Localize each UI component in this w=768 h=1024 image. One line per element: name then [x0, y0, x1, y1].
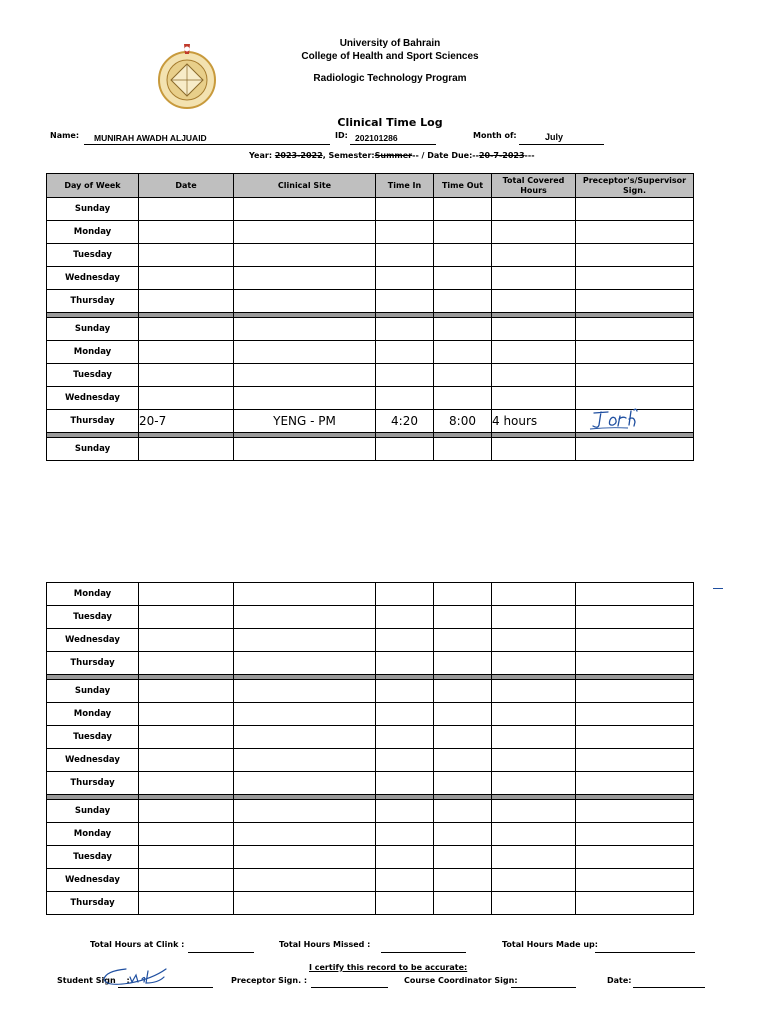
sign-cell[interactable]	[576, 846, 694, 869]
form-title: Clinical Time Log	[337, 116, 443, 129]
hours-cell[interactable]	[492, 318, 576, 341]
day-cell: Wednesday	[47, 629, 139, 652]
time-in-cell[interactable]	[376, 726, 434, 749]
date-cell[interactable]	[139, 221, 234, 244]
day-cell: Tuesday	[47, 606, 139, 629]
sign-cell[interactable]	[576, 680, 694, 703]
name-field[interactable]	[84, 132, 330, 145]
time-out-cell[interactable]	[434, 892, 492, 915]
hours-cell[interactable]	[492, 267, 576, 290]
time-in-cell[interactable]	[376, 749, 434, 772]
table-row	[47, 341, 694, 364]
site-cell[interactable]	[234, 198, 376, 221]
date-cell[interactable]	[139, 244, 234, 267]
sign-cell[interactable]	[576, 606, 694, 629]
site-cell[interactable]	[234, 438, 376, 461]
date-cell[interactable]	[139, 438, 234, 461]
hours-cell[interactable]	[492, 606, 576, 629]
sign-cell[interactable]	[576, 652, 694, 675]
site-cell[interactable]	[234, 244, 376, 267]
table-row	[47, 583, 694, 606]
id-value: 202101286	[355, 133, 398, 143]
time-out-cell[interactable]	[434, 221, 492, 244]
hours-cell[interactable]	[492, 892, 576, 915]
day-cell: Wednesday	[47, 749, 139, 772]
site-cell[interactable]	[234, 800, 376, 823]
sign-cell[interactable]	[576, 438, 694, 461]
name-value: MUNIRAH AWADH ALJUAID	[94, 133, 207, 143]
site-cell[interactable]	[234, 703, 376, 726]
student-signature	[96, 963, 180, 991]
day-cell: Sunday	[47, 198, 139, 221]
site-cell[interactable]	[234, 387, 376, 410]
total-missed-label: Total Hours Missed :	[279, 940, 371, 949]
time-out-cell[interactable]	[434, 726, 492, 749]
time-out-cell[interactable]	[434, 823, 492, 846]
sign-cell[interactable]	[576, 583, 694, 606]
day-cell: Monday	[47, 221, 139, 244]
semester-value: Summer	[374, 151, 413, 160]
time-out-cell[interactable]	[434, 680, 492, 703]
table-header-row	[47, 174, 694, 198]
site-cell[interactable]	[234, 823, 376, 846]
date-cell[interactable]	[139, 749, 234, 772]
table-row	[47, 846, 694, 869]
date-cell[interactable]	[139, 892, 234, 915]
date-cell[interactable]	[139, 823, 234, 846]
day-cell: Sunday	[47, 438, 139, 461]
site-cell[interactable]	[234, 290, 376, 313]
year-value: 2023-2022	[274, 151, 323, 160]
site-cell[interactable]	[234, 364, 376, 387]
date-cell[interactable]	[139, 800, 234, 823]
student-sign-colon: :	[126, 976, 130, 985]
date-cell[interactable]	[139, 772, 234, 795]
entry-site[interactable]: YENG - PM	[234, 410, 376, 433]
day-cell: Monday	[47, 583, 139, 606]
time-out-cell[interactable]	[434, 652, 492, 675]
sign-cell[interactable]	[576, 629, 694, 652]
time-out-cell[interactable]	[434, 869, 492, 892]
total-made-up-label: Total Hours Made up:	[502, 940, 598, 949]
hours-cell[interactable]	[492, 749, 576, 772]
time-in-cell[interactable]	[376, 606, 434, 629]
date-cell[interactable]	[139, 629, 234, 652]
time-out-cell[interactable]	[434, 244, 492, 267]
time-in-cell[interactable]	[376, 629, 434, 652]
time-in-cell[interactable]	[376, 438, 434, 461]
hours-cell[interactable]	[492, 387, 576, 410]
sign-cell[interactable]	[576, 341, 694, 364]
day-cell: Wednesday	[47, 387, 139, 410]
site-cell[interactable]	[234, 726, 376, 749]
sign-cell[interactable]	[576, 318, 694, 341]
time-out-cell[interactable]	[434, 846, 492, 869]
site-cell[interactable]	[234, 606, 376, 629]
month-label: Month of:	[473, 131, 517, 140]
name-label: Name:	[50, 131, 80, 140]
table-row	[47, 772, 694, 795]
day-cell: Monday	[47, 823, 139, 846]
sign-cell[interactable]	[576, 198, 694, 221]
time-in-cell[interactable]	[376, 318, 434, 341]
time-out-cell[interactable]	[434, 438, 492, 461]
table-row	[47, 438, 694, 461]
site-cell[interactable]	[234, 341, 376, 364]
date-cell[interactable]	[139, 869, 234, 892]
year-label: Year:	[249, 151, 273, 160]
date-cell[interactable]	[139, 680, 234, 703]
pen-mark	[713, 588, 723, 589]
time-log-table-upper	[46, 173, 694, 461]
supervisor-signature	[588, 407, 648, 431]
time-out-cell[interactable]	[434, 267, 492, 290]
table-row	[47, 680, 694, 703]
hours-cell[interactable]	[492, 703, 576, 726]
date-cell[interactable]	[139, 606, 234, 629]
col-hours: Total Covered Hours	[492, 174, 576, 198]
semester-label: , Semester:	[322, 151, 375, 160]
site-cell[interactable]	[234, 629, 376, 652]
col-day: Day of Week	[47, 174, 139, 198]
certify-statement: I certify this record to be accurate:	[309, 963, 468, 972]
col-site: Clinical Site	[234, 174, 376, 198]
entry-hours[interactable]: 4 hours	[492, 410, 576, 433]
sign-cell[interactable]	[576, 244, 694, 267]
hours-cell[interactable]	[492, 726, 576, 749]
hours-cell[interactable]	[492, 680, 576, 703]
hours-cell[interactable]	[492, 290, 576, 313]
date-field[interactable]	[633, 975, 705, 988]
hours-cell[interactable]	[492, 652, 576, 675]
col-time-out: Time Out	[434, 174, 492, 198]
site-cell[interactable]	[234, 749, 376, 772]
table-row	[47, 606, 694, 629]
sign-cell[interactable]	[576, 267, 694, 290]
date-cell[interactable]	[139, 341, 234, 364]
site-cell[interactable]	[234, 583, 376, 606]
total-clinic-label: Total Hours at Clink :	[90, 940, 185, 949]
time-out-cell[interactable]	[434, 629, 492, 652]
site-cell[interactable]	[234, 772, 376, 795]
time-in-cell[interactable]	[376, 892, 434, 915]
hours-cell[interactable]	[492, 244, 576, 267]
table-row-filled	[47, 410, 694, 433]
total-made-up-field[interactable]	[595, 940, 695, 953]
table-row	[47, 800, 694, 823]
time-in-cell[interactable]	[376, 846, 434, 869]
sign-cell[interactable]	[576, 703, 694, 726]
preceptor-sign-label: Preceptor Sign. :	[231, 976, 308, 985]
sign-cell[interactable]	[576, 800, 694, 823]
day-cell: Thursday	[47, 772, 139, 795]
coordinator-sign-field[interactable]	[511, 975, 576, 988]
student-sign-text: Student Sign	[57, 976, 116, 985]
time-log-table-lower	[46, 582, 694, 915]
total-clinic-field[interactable]	[188, 940, 254, 953]
day-cell: Sunday	[47, 680, 139, 703]
sign-cell[interactable]	[576, 892, 694, 915]
hours-cell[interactable]	[492, 341, 576, 364]
hours-cell[interactable]	[492, 800, 576, 823]
day-cell: Tuesday	[47, 244, 139, 267]
year-semester-line	[249, 151, 535, 160]
date-cell[interactable]	[139, 318, 234, 341]
table-row	[47, 244, 694, 267]
university-name: University of Bahrain	[339, 38, 441, 49]
time-out-cell[interactable]	[434, 198, 492, 221]
date-cell[interactable]	[139, 290, 234, 313]
time-in-cell[interactable]	[376, 290, 434, 313]
table-row	[47, 629, 694, 652]
date-cell[interactable]	[139, 198, 234, 221]
sign-cell[interactable]	[576, 749, 694, 772]
col-sign: Preceptor's/Supervisor Sign.	[576, 174, 694, 198]
table-row	[47, 221, 694, 244]
total-missed-field[interactable]	[381, 940, 466, 953]
program-name: Radiologic Technology Program	[313, 73, 467, 84]
due-tail: ---	[524, 151, 535, 160]
date-label: Date:	[607, 976, 632, 985]
time-in-cell[interactable]	[376, 364, 434, 387]
sign-cell[interactable]	[576, 772, 694, 795]
date-cell[interactable]	[139, 652, 234, 675]
sign-cell[interactable]	[576, 364, 694, 387]
site-cell[interactable]	[234, 869, 376, 892]
site-cell[interactable]	[234, 267, 376, 290]
sign-cell[interactable]	[576, 726, 694, 749]
preceptor-sign-field[interactable]	[311, 975, 388, 988]
day-cell: Thursday	[47, 652, 139, 675]
entry-sign[interactable]	[576, 410, 694, 433]
time-out-cell[interactable]	[434, 583, 492, 606]
hours-cell[interactable]	[492, 823, 576, 846]
time-out-cell[interactable]	[434, 703, 492, 726]
table-row	[47, 290, 694, 313]
table-row	[47, 726, 694, 749]
time-in-cell[interactable]	[376, 652, 434, 675]
time-in-cell[interactable]	[376, 267, 434, 290]
day-cell: Monday	[47, 341, 139, 364]
time-in-cell[interactable]	[376, 244, 434, 267]
time-in-cell[interactable]	[376, 703, 434, 726]
day-cell: Sunday	[47, 318, 139, 341]
hours-cell[interactable]	[492, 583, 576, 606]
table-row	[47, 267, 694, 290]
table-row	[47, 823, 694, 846]
site-cell[interactable]	[234, 892, 376, 915]
table-row	[47, 364, 694, 387]
month-field[interactable]	[519, 132, 604, 145]
time-in-cell[interactable]	[376, 680, 434, 703]
col-date: Date	[139, 174, 234, 198]
entry-time-in[interactable]: 4:20	[376, 410, 434, 433]
time-in-cell[interactable]	[376, 800, 434, 823]
time-in-cell[interactable]	[376, 221, 434, 244]
id-field[interactable]	[350, 132, 436, 145]
sign-cell[interactable]	[576, 221, 694, 244]
time-out-cell[interactable]	[434, 749, 492, 772]
site-cell[interactable]	[234, 221, 376, 244]
time-in-cell[interactable]	[376, 772, 434, 795]
date-cell[interactable]	[139, 846, 234, 869]
id-label: ID:	[335, 131, 348, 140]
time-in-cell[interactable]	[376, 869, 434, 892]
day-cell: Tuesday	[47, 846, 139, 869]
day-cell: Thursday	[47, 290, 139, 313]
day-cell: Wednesday	[47, 267, 139, 290]
entry-time-out[interactable]: 8:00	[434, 410, 492, 433]
time-out-cell[interactable]	[434, 800, 492, 823]
date-cell[interactable]	[139, 387, 234, 410]
hours-cell[interactable]	[492, 772, 576, 795]
sign-cell[interactable]	[576, 290, 694, 313]
time-out-cell[interactable]	[434, 318, 492, 341]
hours-cell[interactable]	[492, 438, 576, 461]
due-label: -- / Date Due:--	[412, 151, 479, 160]
table-row	[47, 749, 694, 772]
day-cell: Thursday	[47, 892, 139, 915]
date-cell[interactable]	[139, 726, 234, 749]
date-cell[interactable]	[139, 583, 234, 606]
table-row	[47, 652, 694, 675]
time-out-cell[interactable]	[434, 290, 492, 313]
hours-cell[interactable]	[492, 198, 576, 221]
site-cell[interactable]	[234, 680, 376, 703]
time-out-cell[interactable]	[434, 364, 492, 387]
site-cell[interactable]	[234, 846, 376, 869]
time-out-cell[interactable]	[434, 341, 492, 364]
time-out-cell[interactable]	[434, 772, 492, 795]
day-cell: Tuesday	[47, 726, 139, 749]
entry-date[interactable]: 20-7	[139, 410, 234, 433]
table-row	[47, 892, 694, 915]
site-cell[interactable]	[234, 318, 376, 341]
date-cell[interactable]	[139, 364, 234, 387]
table-row	[47, 318, 694, 341]
hours-cell[interactable]	[492, 364, 576, 387]
month-value: July	[545, 132, 564, 142]
hours-cell[interactable]	[492, 221, 576, 244]
site-cell[interactable]	[234, 652, 376, 675]
time-in-cell[interactable]	[376, 823, 434, 846]
date-cell[interactable]	[139, 267, 234, 290]
day-cell: Wednesday	[47, 869, 139, 892]
hours-cell[interactable]	[492, 629, 576, 652]
day-cell: Thursday	[47, 410, 139, 433]
time-in-cell[interactable]	[376, 583, 434, 606]
day-cell: Monday	[47, 703, 139, 726]
time-out-cell[interactable]	[434, 387, 492, 410]
date-cell[interactable]	[139, 703, 234, 726]
due-value: 20-7-2023	[478, 151, 525, 160]
time-in-cell[interactable]	[376, 198, 434, 221]
table-row	[47, 703, 694, 726]
college-name: College of Health and Sport Sciences	[301, 51, 479, 62]
day-cell: Tuesday	[47, 364, 139, 387]
day-cell: Sunday	[47, 800, 139, 823]
col-time-in: Time In	[376, 174, 434, 198]
table-row	[47, 869, 694, 892]
time-in-cell[interactable]	[376, 341, 434, 364]
hours-cell[interactable]	[492, 869, 576, 892]
sign-cell[interactable]	[576, 823, 694, 846]
time-in-cell[interactable]	[376, 387, 434, 410]
sign-cell[interactable]	[576, 869, 694, 892]
coordinator-sign-label: Course Coordinator Sign:	[404, 976, 518, 985]
time-out-cell[interactable]	[434, 606, 492, 629]
table-row	[47, 198, 694, 221]
hours-cell[interactable]	[492, 846, 576, 869]
